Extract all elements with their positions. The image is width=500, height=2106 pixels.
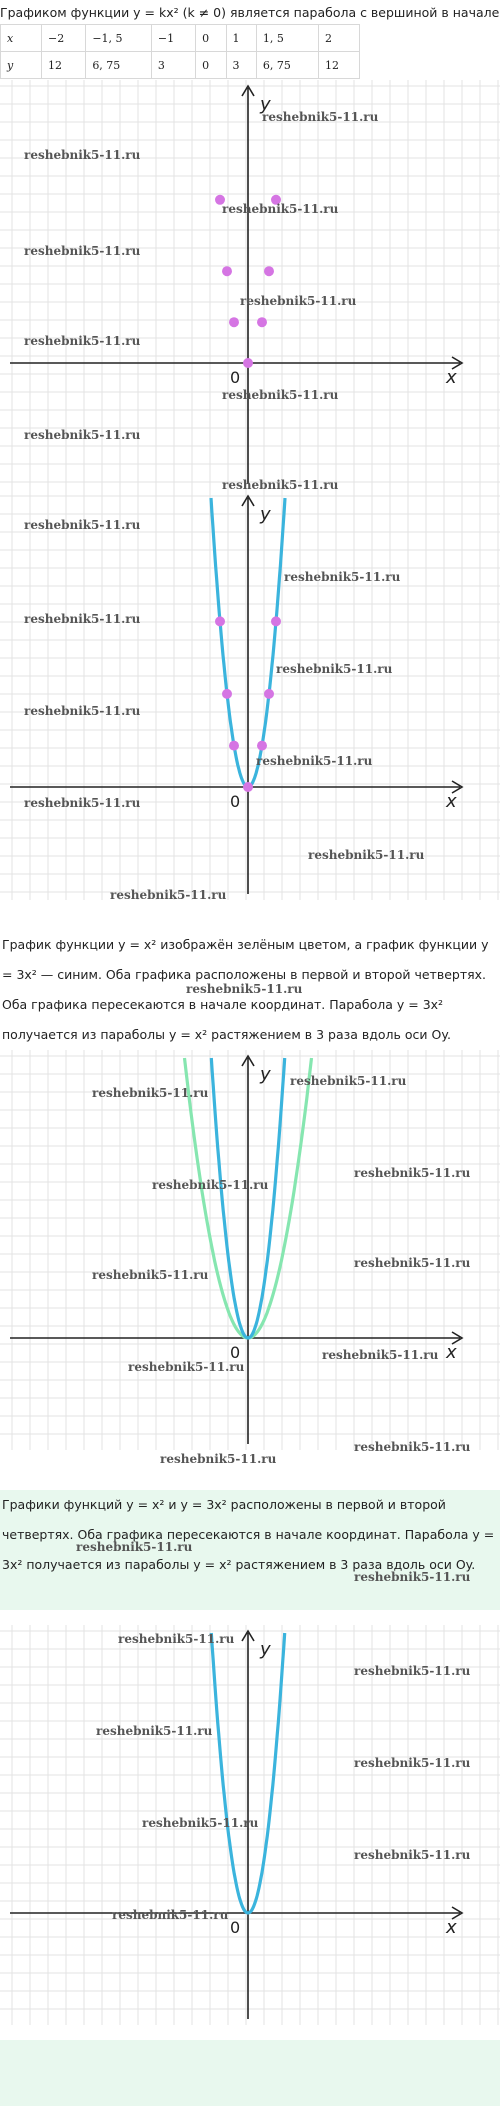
watermark: reshebnik5-11.ru xyxy=(354,1256,471,1270)
watermark: reshebnik5-11.ru xyxy=(284,570,401,584)
data-point xyxy=(229,317,239,327)
watermark: reshebnik5-11.ru xyxy=(222,478,339,492)
watermark: reshebnik5-11.ru xyxy=(142,1816,259,1830)
table-cell: 2 xyxy=(319,25,360,52)
x-axis-label: x xyxy=(446,1342,457,1363)
table-cell: 12 xyxy=(42,52,86,79)
watermark: reshebnik5-11.ru xyxy=(354,1166,471,1180)
watermark: reshebnik5-11.ru xyxy=(290,1074,407,1088)
watermark: reshebnik5-11.ru xyxy=(354,1570,471,1584)
watermark: reshebnik5-11.ru xyxy=(186,982,303,996)
table-row xyxy=(1,25,360,52)
watermark: reshebnik5-11.ru xyxy=(76,1540,193,1554)
data-point xyxy=(264,689,274,699)
x-axis-label: x xyxy=(446,1917,457,1938)
y-axis-label: y xyxy=(260,1064,271,1085)
graph-parabola-3x2 xyxy=(0,490,500,900)
origin-label: 0 xyxy=(230,1918,241,1937)
watermark: reshebnik5-11.ru xyxy=(110,888,227,902)
watermark: reshebnik5-11.ru xyxy=(160,1452,277,1466)
watermark: reshebnik5-11.ru xyxy=(92,1086,209,1100)
paragraph-1: График функции y = x² изображён зелёным цветом, а график функции y = 3x² — синим. Оба графика расположены в первой и второй четвертях. Оба графика пересекаются в начале координат. Парабола y = 3x² получается из параболы y = x² растяжением в 3 раза вдоль оси Oy. xyxy=(2,937,489,1042)
table-cell: 6, 75 xyxy=(86,52,152,79)
watermark: reshebnik5-11.ru xyxy=(152,1178,269,1192)
data-point xyxy=(243,358,253,368)
table-cell: −1 xyxy=(151,25,195,52)
watermark: reshebnik5-11.ru xyxy=(118,1632,235,1646)
table-cell: x xyxy=(1,25,42,52)
watermark: reshebnik5-11.ru xyxy=(354,1848,471,1862)
watermark: reshebnik5-11.ru xyxy=(92,1268,209,1282)
intro-text: Графиком функции y = kx² (k ≠ 0) является парабола с вершиной в начале xyxy=(0,5,500,20)
table-row xyxy=(1,52,360,79)
bottom-band xyxy=(0,2040,500,2106)
table-cell: 6, 75 xyxy=(256,52,318,79)
y-axis-label: y xyxy=(260,504,271,525)
watermark: reshebnik5-11.ru xyxy=(112,1908,229,1922)
data-point xyxy=(222,689,232,699)
watermark: reshebnik5-11.ru xyxy=(24,612,141,626)
watermark: reshebnik5-11.ru xyxy=(24,334,141,348)
watermark: reshebnik5-11.ru xyxy=(24,704,141,718)
data-point xyxy=(222,266,232,276)
table-cell: 1, 5 xyxy=(256,25,318,52)
data-point xyxy=(215,616,225,626)
watermark: reshebnik5-11.ru xyxy=(222,388,339,402)
watermark: reshebnik5-11.ru xyxy=(24,428,141,442)
watermark: reshebnik5-11.ru xyxy=(24,796,141,810)
data-point xyxy=(243,782,253,792)
watermark: reshebnik5-11.ru xyxy=(262,110,379,124)
watermark: reshebnik5-11.ru xyxy=(24,518,141,532)
watermark: reshebnik5-11.ru xyxy=(322,1348,439,1362)
y-axis-label: y xyxy=(260,1639,271,1660)
watermark: reshebnik5-11.ru xyxy=(354,1756,471,1770)
table-cell: 3 xyxy=(151,52,195,79)
origin-label: 0 xyxy=(230,1343,241,1362)
data-point xyxy=(229,741,239,751)
watermark: reshebnik5-11.ru xyxy=(276,662,393,676)
table-cell: 0 xyxy=(196,25,226,52)
data-point xyxy=(264,266,274,276)
x-axis-label: x xyxy=(446,791,457,812)
watermark: reshebnik5-11.ru xyxy=(222,202,339,216)
watermark: reshebnik5-11.ru xyxy=(24,244,141,258)
table-cell: 12 xyxy=(319,52,360,79)
watermark: reshebnik5-11.ru xyxy=(308,848,425,862)
table-cell: 3 xyxy=(226,52,256,79)
watermark: reshebnik5-11.ru xyxy=(240,294,357,308)
watermark: reshebnik5-11.ru xyxy=(256,754,373,768)
graph-two-parabolas xyxy=(0,1050,500,1450)
grid xyxy=(0,1050,500,1450)
watermark: reshebnik5-11.ru xyxy=(24,148,141,162)
y-axis-label: y xyxy=(260,94,271,115)
data-point xyxy=(271,616,281,626)
graph-parabola-3x2-canvas xyxy=(0,490,500,900)
origin-label: 0 xyxy=(230,792,241,811)
paragraph-2: Графики функций y = x² и y = 3x² расположены в первой и второй четвертях. Оба графика пересекаются в начале координат. Парабола y = 3x² получается из параболы y = x² растяжением в 3 раза вдоль оси Oy. xyxy=(0,1490,500,1610)
watermark: reshebnik5-11.ru xyxy=(354,1664,471,1678)
data-point xyxy=(257,317,267,327)
table-cell: 0 xyxy=(196,52,226,79)
graph-two-parabolas-canvas xyxy=(0,1050,500,1450)
watermark: reshebnik5-11.ru xyxy=(128,1360,245,1374)
table-cell: −1, 5 xyxy=(86,25,152,52)
watermark: reshebnik5-11.ru xyxy=(354,1440,471,1454)
values-table xyxy=(0,24,360,79)
table-cell: 1 xyxy=(226,25,256,52)
table-cell: −2 xyxy=(42,25,86,52)
x-axis-label: x xyxy=(446,367,457,388)
data-point xyxy=(257,741,267,751)
table-cell: y xyxy=(1,52,42,79)
grid xyxy=(0,490,500,900)
watermark: reshebnik5-11.ru xyxy=(96,1724,213,1738)
origin-label: 0 xyxy=(230,368,241,387)
